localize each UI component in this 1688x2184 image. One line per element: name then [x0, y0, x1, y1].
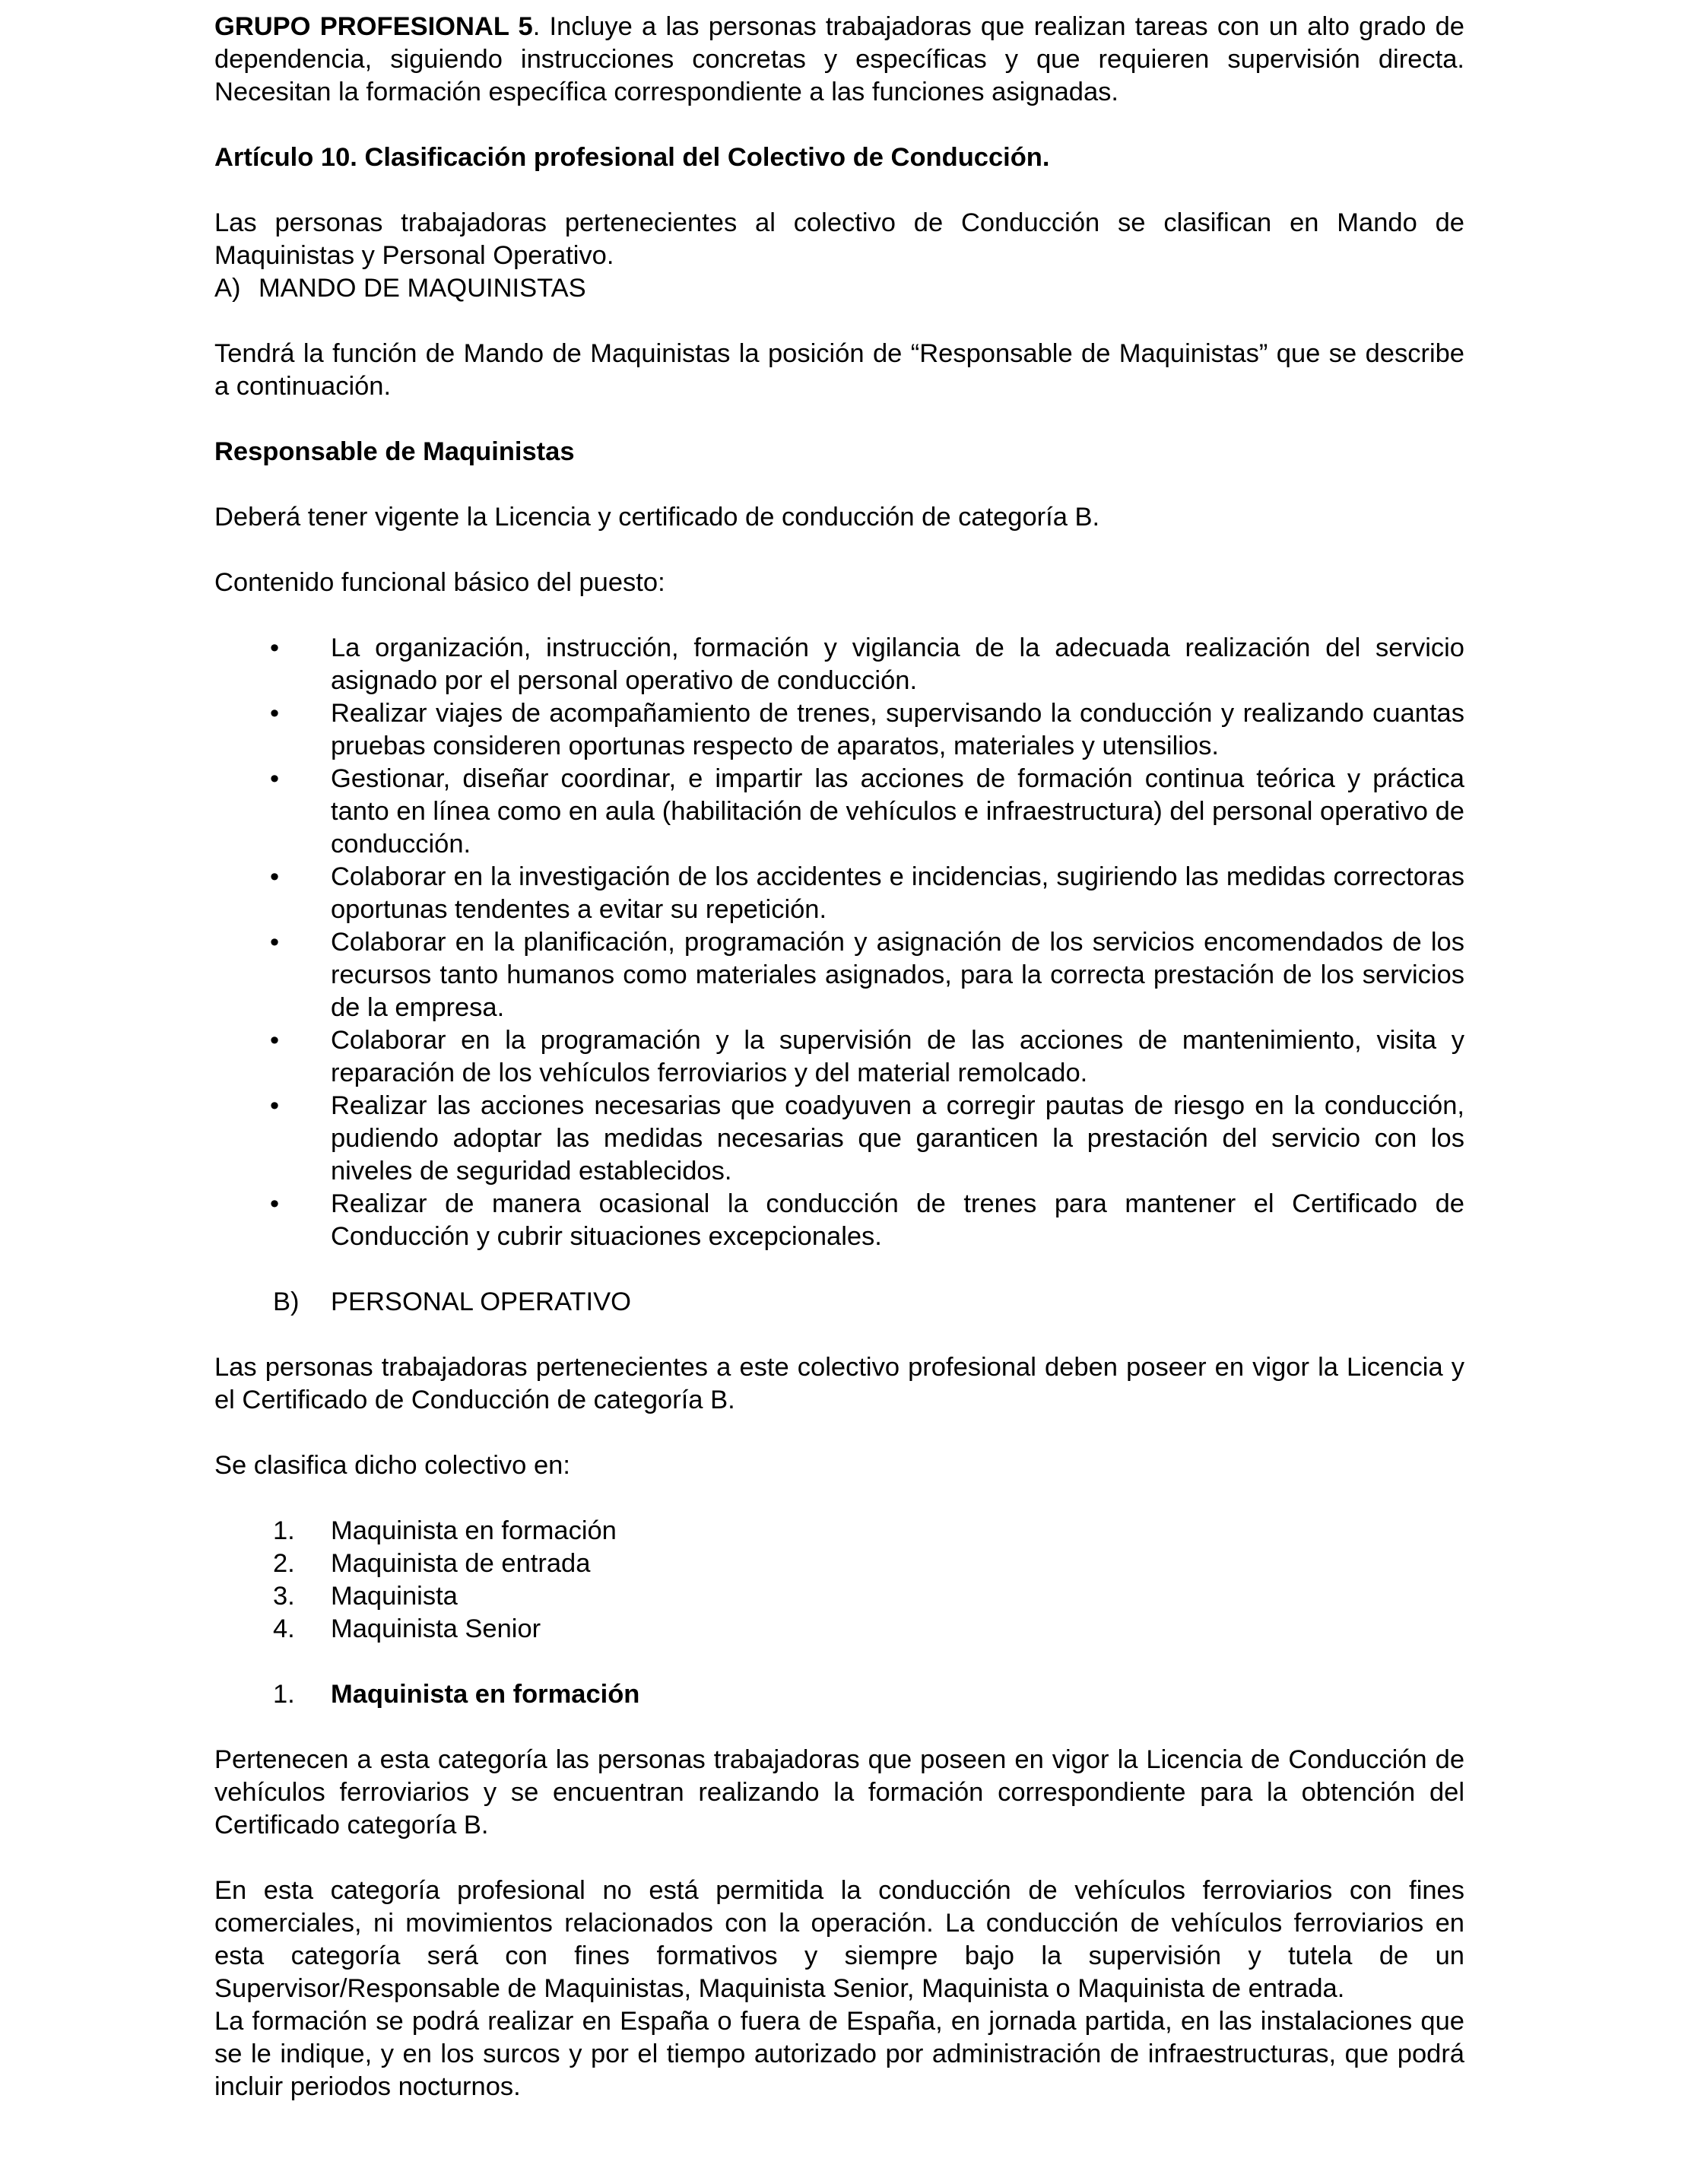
list-item: 1. Maquinista en formación — [273, 1516, 617, 1545]
section-b-label: PERSONAL OPERATIVO — [331, 1287, 631, 1316]
formacion-paragraph-1: Pertenecen a esta categoría las personas trabajadoras que poseen en vigor la Licencia de Conducción de vehículos ferroviarios y se encuentran realizando la formación correspondiente para la obtención del Certificado categoría B. — [214, 1745, 1464, 1840]
contenido-label: Contenido funcional básico del puesto: — [214, 568, 665, 597]
grupo-profesional-5-paragraph — [214, 11, 1464, 109]
list-item: • Colaborar en la programación y la supervisión de las acciones de mantenimiento, visita y reparación de los vehículos ferroviarios y del material remolcado. — [214, 1024, 1464, 1090]
list-item: 2. Maquinista de entrada — [273, 1549, 591, 1578]
subsection-1-heading — [214, 1678, 1464, 1711]
bullet-icon: • — [270, 699, 280, 728]
responsable-heading: Responsable de Maquinistas — [214, 437, 575, 466]
list-item: • Realizar de manera ocasional la conducción de trenes para mantener el Certificado de Conducción y cubrir situaciones excepcionales. — [214, 1188, 1464, 1253]
grupo-profesional-5-label: GRUPO PROFESIONAL 5 — [214, 12, 533, 41]
bullet-icon: • — [270, 764, 280, 793]
list-item: 3. Maquinista — [273, 1582, 458, 1611]
bullet-icon: • — [270, 862, 280, 891]
list-item: • Gestionar, diseñar coordinar, e impartir las acciones de formación continua teórica y práctica tanto en línea como en aula (habilitación de vehículos e infraestructura) del personal operativo de conducción. — [214, 763, 1464, 861]
bullet-icon: • — [270, 1189, 280, 1218]
list-item: 1. Maquinista en formación — [273, 1680, 640, 1709]
bullet-icon: • — [270, 1026, 280, 1055]
functions-list — [214, 632, 1464, 1253]
section-a-label: MANDO DE MAQUINISTAS — [259, 274, 586, 303]
section-b-paragraph: Las personas trabajadoras pertenecientes a este colectivo profesional deben poseer en vigor la Licencia y el Certificado de Conducción de categoría B. — [214, 1353, 1464, 1414]
bullet-icon: • — [270, 1091, 280, 1120]
categories-list — [214, 1515, 1464, 1646]
formacion-paragraph-2: En esta categoría profesional no está permitida la conducción de vehículos ferroviarios con fines comerciales, ni movimientos relacionados con la operación. La conducción de vehículos ferroviarios en esta categoría será con fines formativos y siempre bajo la supervisión y tutela de un Supervisor/Responsable de Maquinistas, Maquinista Senior, Maquinista o Maquinista de entrada. — [214, 1876, 1464, 2003]
list-item: • Realizar las acciones necesarias que coadyuven a corregir pautas de riesgo en la conducción, pudiendo adoptar las medidas necesarias que garanticen la prestación del servicio con los niveles de seguridad establecidos. — [214, 1090, 1464, 1188]
list-item: • La organización, instrucción, formación y vigilancia de la adecuada realización del servicio asignado por el personal operativo de conducción. — [214, 632, 1464, 697]
bullet-icon: • — [270, 633, 280, 662]
section-a-paragraph: Tendrá la función de Mando de Maquinistas la posición de “Responsable de Maquinistas” que se describe a continuación. — [214, 339, 1464, 401]
formacion-paragraph-3: La formación se podrá realizar en España o fuera de España, en jornada partida, en las instalaciones que se le indique, y en los surcos y por el tiempo autorizado por administración de infraestructuras, que podrá incluir periodos nocturnos. — [214, 2007, 1464, 2101]
section-b-heading — [214, 1286, 1464, 1319]
document-page — [214, 11, 1464, 2103]
clasifica-label: Se clasifica dicho colectivo en: — [214, 1451, 570, 1480]
grupo-profesional-5-text: . Incluye a las personas trabajadoras que realizan tareas con un alto grado de dependencia, siguiendo instrucciones concretas y específicas y que requieren supervisión directa. Necesitan la formación específica correspondiente a las funciones asignadas. — [214, 12, 1464, 106]
list-item: 4. Maquinista Senior — [273, 1614, 541, 1643]
article-10-heading: Artículo 10. Clasificación profesional del Colectivo de Conducción. — [214, 143, 1050, 172]
list-item: • Realizar viajes de acompañamiento de trenes, supervisando la conducción y realizando cuantas pruebas consideren oportunas respecto de aparatos, materiales y utensilios. — [214, 697, 1464, 763]
section-a-heading — [214, 272, 1464, 305]
section-b-marker: B) — [273, 1287, 300, 1316]
responsable-requirement: Deberá tener vigente la Licencia y certificado de conducción de categoría B. — [214, 503, 1100, 532]
section-a-marker: A) — [214, 274, 241, 303]
bullet-icon: • — [270, 928, 280, 957]
list-item: • Colaborar en la investigación de los accidentes e incidencias, sugiriendo las medidas correctoras oportunas tendentes a evitar su repetición. — [214, 861, 1464, 926]
intro-paragraph: Las personas trabajadoras pertenecientes al colectivo de Conducción se clasifican en Mando de Maquinistas y Personal Operativo. — [214, 208, 1464, 270]
list-item: • Colaborar en la planificación, programación y asignación de los servicios encomendados de los recursos tanto humanos como materiales asignados, para la correcta prestación de los servicios de la empresa. — [214, 926, 1464, 1024]
